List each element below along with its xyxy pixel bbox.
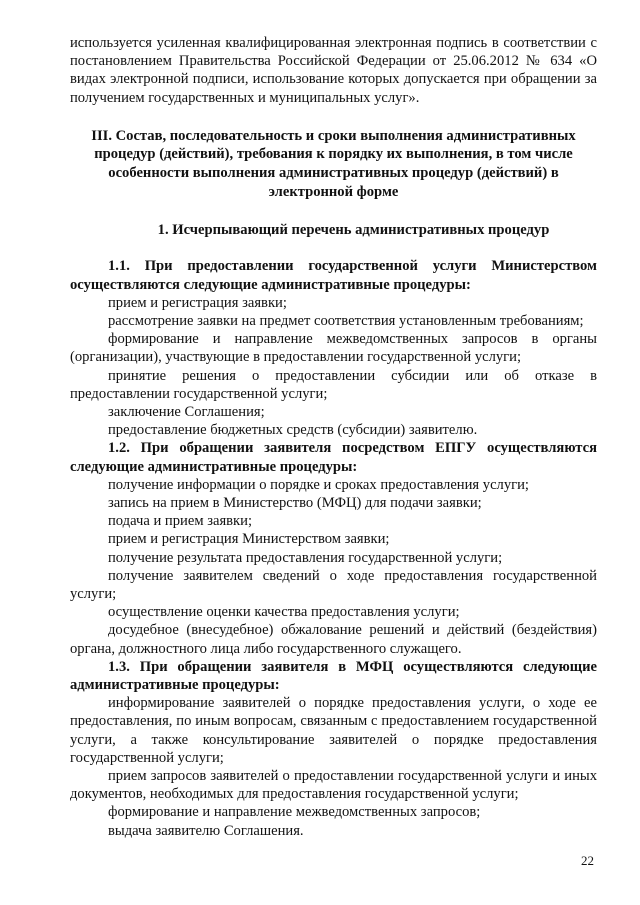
- document-page: [70, 34, 597, 840]
- list-item: выдача заявителю Соглашения.: [108, 822, 304, 839]
- subsection-title: 1. Исчерпывающий перечень административных процедур: [157, 222, 550, 239]
- list-item: досудебное (внесудебное) обжалование решений и действий (бездействия) органа, должностного лица либо государственного служащего.: [70, 622, 597, 657]
- list-item: рассмотрение заявки на предмет соответствия установленным требованиям;: [108, 313, 584, 329]
- list-item: информирование заявителей о порядке предоставления услуги, о ходе ее предоставления, по иным вопросам, связанным с предоставлением государственной услуги, а также консультирование заявителей о порядке предоставления государственной услуги;: [70, 695, 597, 766]
- list-item: прием запросов заявителей о предоставлении государственной услуги и иных документов, необходимых для предоставления государственной услуги;: [70, 768, 597, 803]
- page-number: 22: [581, 853, 594, 868]
- clause-1-2-heading: 1.2. При обращении заявителя посредством ЕПГУ осуществляются следующие административные процедуры:: [70, 440, 597, 475]
- list-item: прием и регистрация Министерством заявки;: [108, 531, 390, 548]
- list-item: заключение Соглашения;: [108, 404, 265, 421]
- list-item: прием и регистрация заявки;: [108, 294, 287, 311]
- list-item: осуществление оценки качества предоставления услуги;: [108, 604, 460, 621]
- intro-paragraph: используется усиленная квалифицированная электронная подпись в соответствии с постановлением Правительства Российской Федерации от 25.06.2012 № 634 «О видах электронной подписи, использование которых допускается при обращении за получением государственных и муниципальных услуг».: [70, 35, 597, 106]
- list-item: предоставление бюджетных средств (субсидии) заявителю.: [108, 422, 478, 439]
- list-item: подача и прием заявки;: [108, 513, 253, 530]
- section-title: III. Состав, последовательность и сроки выполнения административных процедур (действий), требования к порядку их выполнения, в том числе особенности выполнения административных процедур (действий) в электронной форме: [91, 127, 576, 200]
- list-item: формирование и направление межведомственных запросов;: [108, 804, 481, 821]
- list-item: принятие решения о предоставлении субсидии или об отказе в предоставлении государственной услуги;: [70, 367, 597, 402]
- list-item: формирование и направление межведомственных запросов в органы (организации), участвующие в предоставлении государственной услуги;: [70, 331, 597, 366]
- clause-1-3-heading: 1.3. При обращении заявителя в МФЦ осуществляются следующие административные процедуры:: [70, 658, 597, 694]
- list-item: получение заявителем сведений о ходе предоставления государственной услуги;: [70, 567, 597, 603]
- list-item: получение информации о порядке и сроках предоставления услуги;: [108, 476, 529, 493]
- list-item: запись на прием в Министерство (МФЦ) для подачи заявки;: [108, 495, 482, 512]
- list-item: получение результата предоставления государственной услуги;: [108, 549, 503, 566]
- clause-1-1-heading: 1.1. При предоставлении государственной услуги Министерством осуществляются следующие административные процедуры:: [70, 258, 597, 293]
